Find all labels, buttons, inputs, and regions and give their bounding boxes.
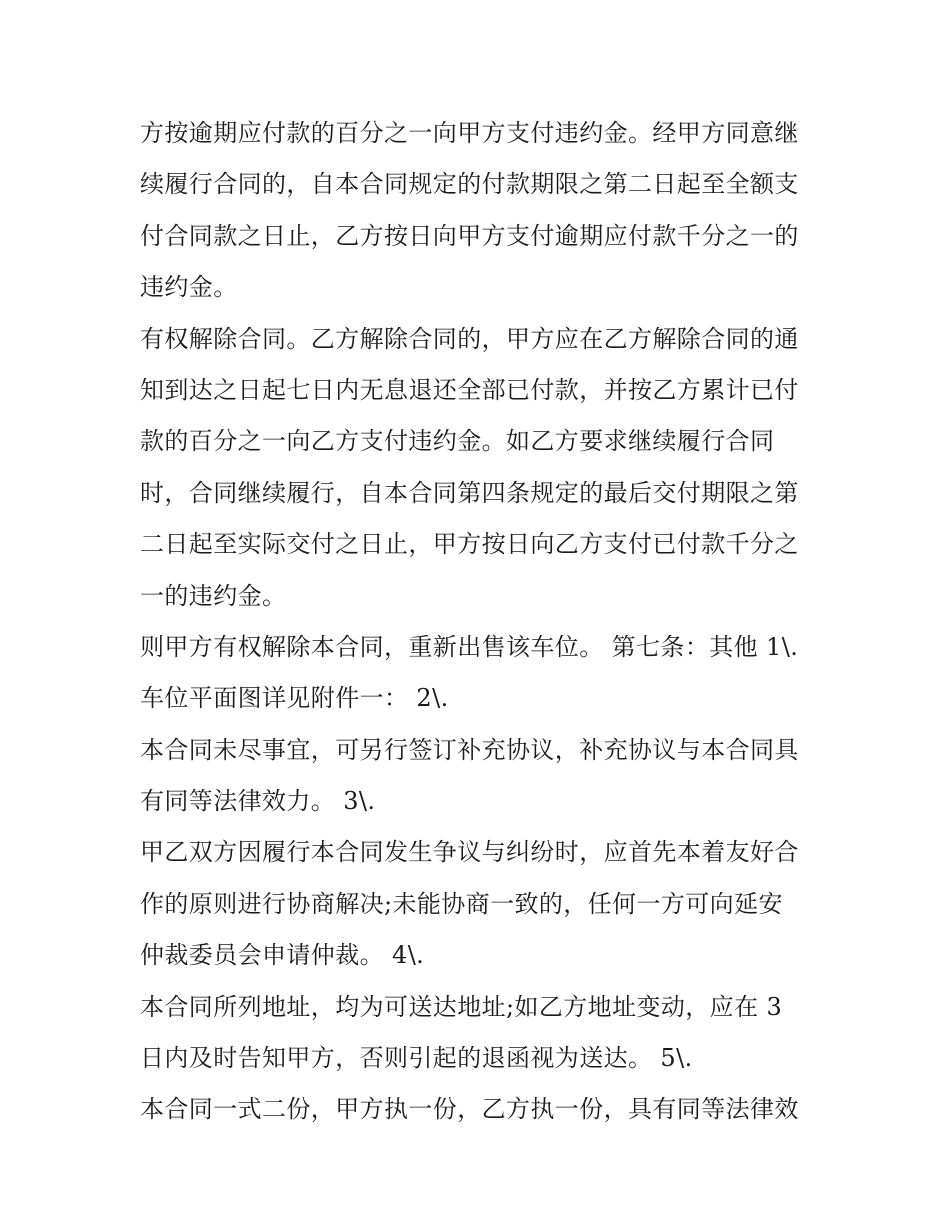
text-line: 有同等法律效力。 3\. [140,787,376,816]
text-line: 续履行合同的，自本合同规定的付款期限之第二日起至全额支 [140,170,799,199]
text-line: 时，合同继续履行，自本合同第四条规定的最后交付期限之第 [140,478,799,507]
text-line: 二日起至实际交付之日止，甲方按日向乙方支付已付款千分之 [140,530,799,559]
text-line: 款的百分之一向乙方支付违约金。如乙方要求继续履行合同 [140,427,775,456]
text-line: 日内及时告知甲方，否则引起的退函视为送达。 5\. [140,1044,693,1073]
text-line: 仲裁委员会申请仲裁。 4\. [140,941,425,970]
text-line: 付合同款之日止，乙方按日向甲方支付逾期应付款千分之一的 [140,221,799,250]
text-line: 本合同一式二份，甲方执一份，乙方执一份，具有同等法律效 [140,1095,799,1124]
text-line: 有权解除合同。乙方解除合同的，甲方应在乙方解除合同的通 [140,324,799,353]
text-line: 作的原则进行协商解决;未能协商一致的，任何一方可向延安 [140,889,783,918]
text-line: 本合同未尽事宜，可另行签订补充协议，补充协议与本合同具 [140,735,799,764]
text-line: 方按逾期应付款的百分之一向甲方支付违约金。经甲方同意继 [140,119,799,147]
text-line: 车位平面图详见附件一： 2\. [140,684,449,713]
text-line: 本合同所列地址，均为可送达地址;如乙方地址变动，应在 3 [140,992,783,1021]
text-line: 则甲方有权解除本合同，重新出售该车位。 第七条：其他 1\. [140,632,799,661]
text-line: 一的违约金。 [140,581,287,610]
text-line: 违约金。 [140,273,238,302]
text-line: 知到达之日起七日内无息退还全部已付款，并按乙方累计已付 [140,375,799,404]
contract-text [140,108,830,1136]
text-line: 甲乙双方因履行本合同发生争议与纠纷时，应首先本着友好合 [140,838,799,867]
